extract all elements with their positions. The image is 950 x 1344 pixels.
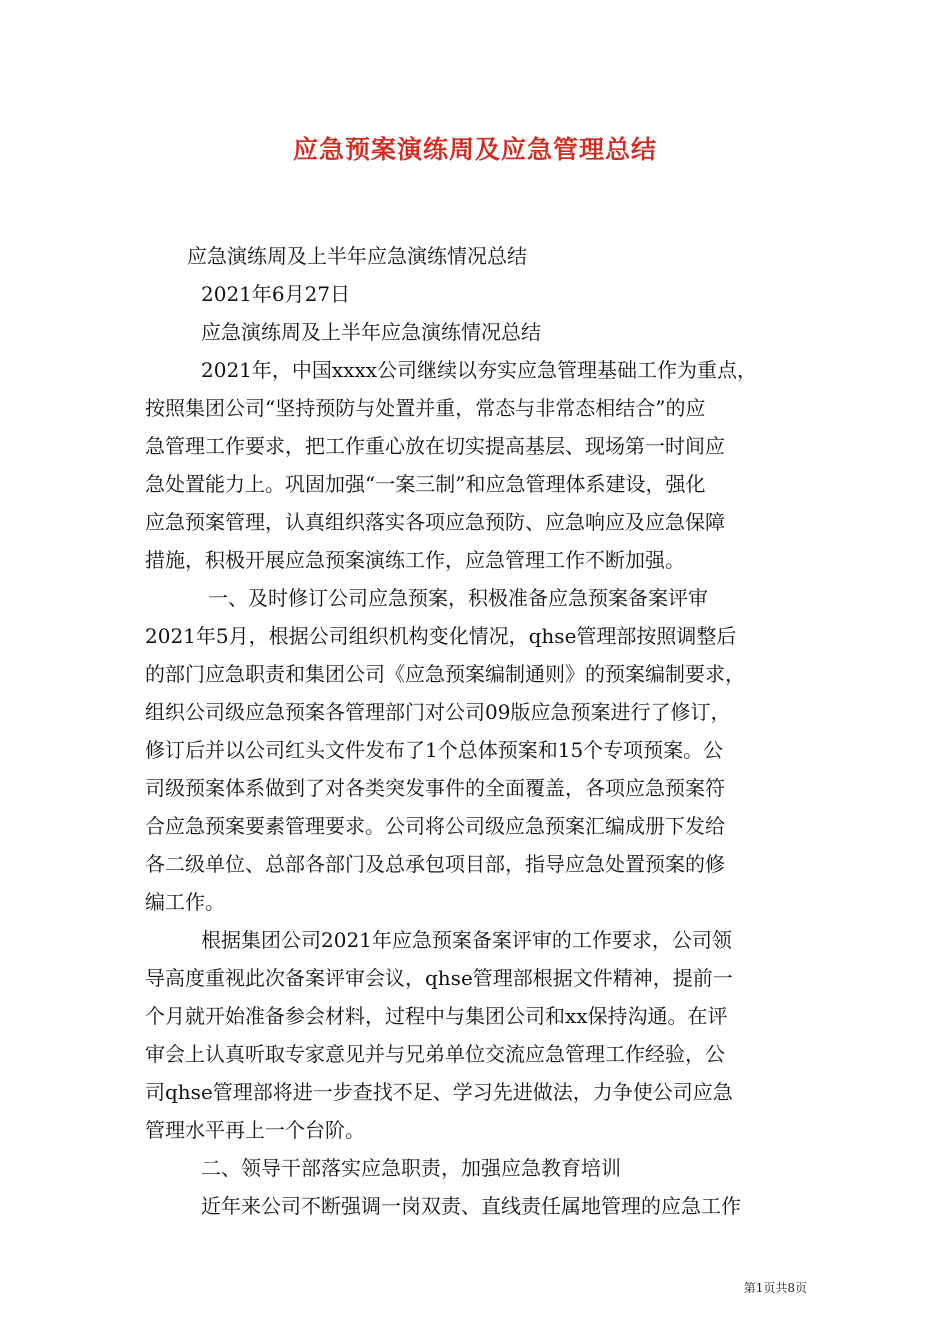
paragraph-line: 司qhse管理部将进一步查找不足、学习先进做法，力争使公司应急 xyxy=(145,1080,733,1104)
paragraph-line: 各二级单位、总部各部门及总承包项目部，指导应急处置预案的修 xyxy=(145,852,725,876)
document-body xyxy=(145,237,815,1225)
section-heading: 一、及时修订公司应急预案，积极准备应急预案备案评审 xyxy=(208,586,708,610)
paragraph-line: 导高度重视此次备案评审会议，qhse管理部根据文件精神，提前一 xyxy=(145,966,733,990)
paragraph-line: 急处置能力上。巩固加强“一案三制”和应急管理体系建设，强化 xyxy=(145,472,706,496)
paragraph-line: 司级预案体系做到了对各类突发事件的全面覆盖，各项应急预案符 xyxy=(145,776,725,800)
paragraph-line: 修订后并以公司红头文件发布了1个总体预案和15个专项预案。公 xyxy=(145,738,724,762)
paragraph-line: 2021年5月，根据公司组织机构变化情况，qhse管理部按照调整后 xyxy=(145,624,737,648)
date-line: 2021年6月27日 xyxy=(201,282,351,306)
paragraph-line: 近年来公司不断强调一岗双责、直线责任属地管理的应急工作 xyxy=(201,1194,741,1218)
paragraph-line: 按照集团公司“坚持预防与处置并重，常态与非常态相结合”的应 xyxy=(145,396,706,420)
section-heading: 二、领导干部落实应急职责，加强应急教育培训 xyxy=(201,1156,621,1180)
paragraph-line: 管理水平再上一个台阶。 xyxy=(145,1118,365,1142)
page-number: 第1页共8页 xyxy=(743,1281,807,1295)
paragraph-line: 2021年，中国xxxx公司继续以夯实应急管理基础工作为重点， xyxy=(201,358,758,382)
paragraph-line: 合应急预案要素管理要求。公司将公司级应急预案汇编成册下发给 xyxy=(145,814,725,838)
paragraph-line: 编工作。 xyxy=(145,890,225,914)
paragraph-line: 组织公司级应急预案各管理部门对公司09版应急预案进行了修订， xyxy=(145,700,731,724)
paragraph-line: 的部门应急职责和集团公司《应急预案编制通则》的预案编制要求， xyxy=(145,662,745,686)
heading-line: 应急演练周及上半年应急演练情况总结 xyxy=(201,320,541,344)
subtitle-line: 应急演练周及上半年应急演练情况总结 xyxy=(187,244,527,268)
document-title: 应急预案演练周及应急管理总结 xyxy=(292,135,657,164)
paragraph-line: 应急预案管理，认真组织落实各项应急预防、应急响应及应急保障 xyxy=(145,510,725,534)
paragraph-line: 根据集团公司2021年应急预案备案评审的工作要求，公司领 xyxy=(201,928,732,952)
paragraph-line: 急管理工作要求，把工作重心放在切实提高基层、现场第一时间应 xyxy=(145,434,725,458)
paragraph-line: 个月就开始准备参会材料，过程中与集团公司和xx保持沟通。在评 xyxy=(145,1004,728,1028)
paragraph-line: 措施，积极开展应急预案演练工作，应急管理工作不断加强。 xyxy=(145,548,685,572)
paragraph-line: 审会上认真听取专家意见并与兄弟单位交流应急管理工作经验，公 xyxy=(145,1042,725,1066)
